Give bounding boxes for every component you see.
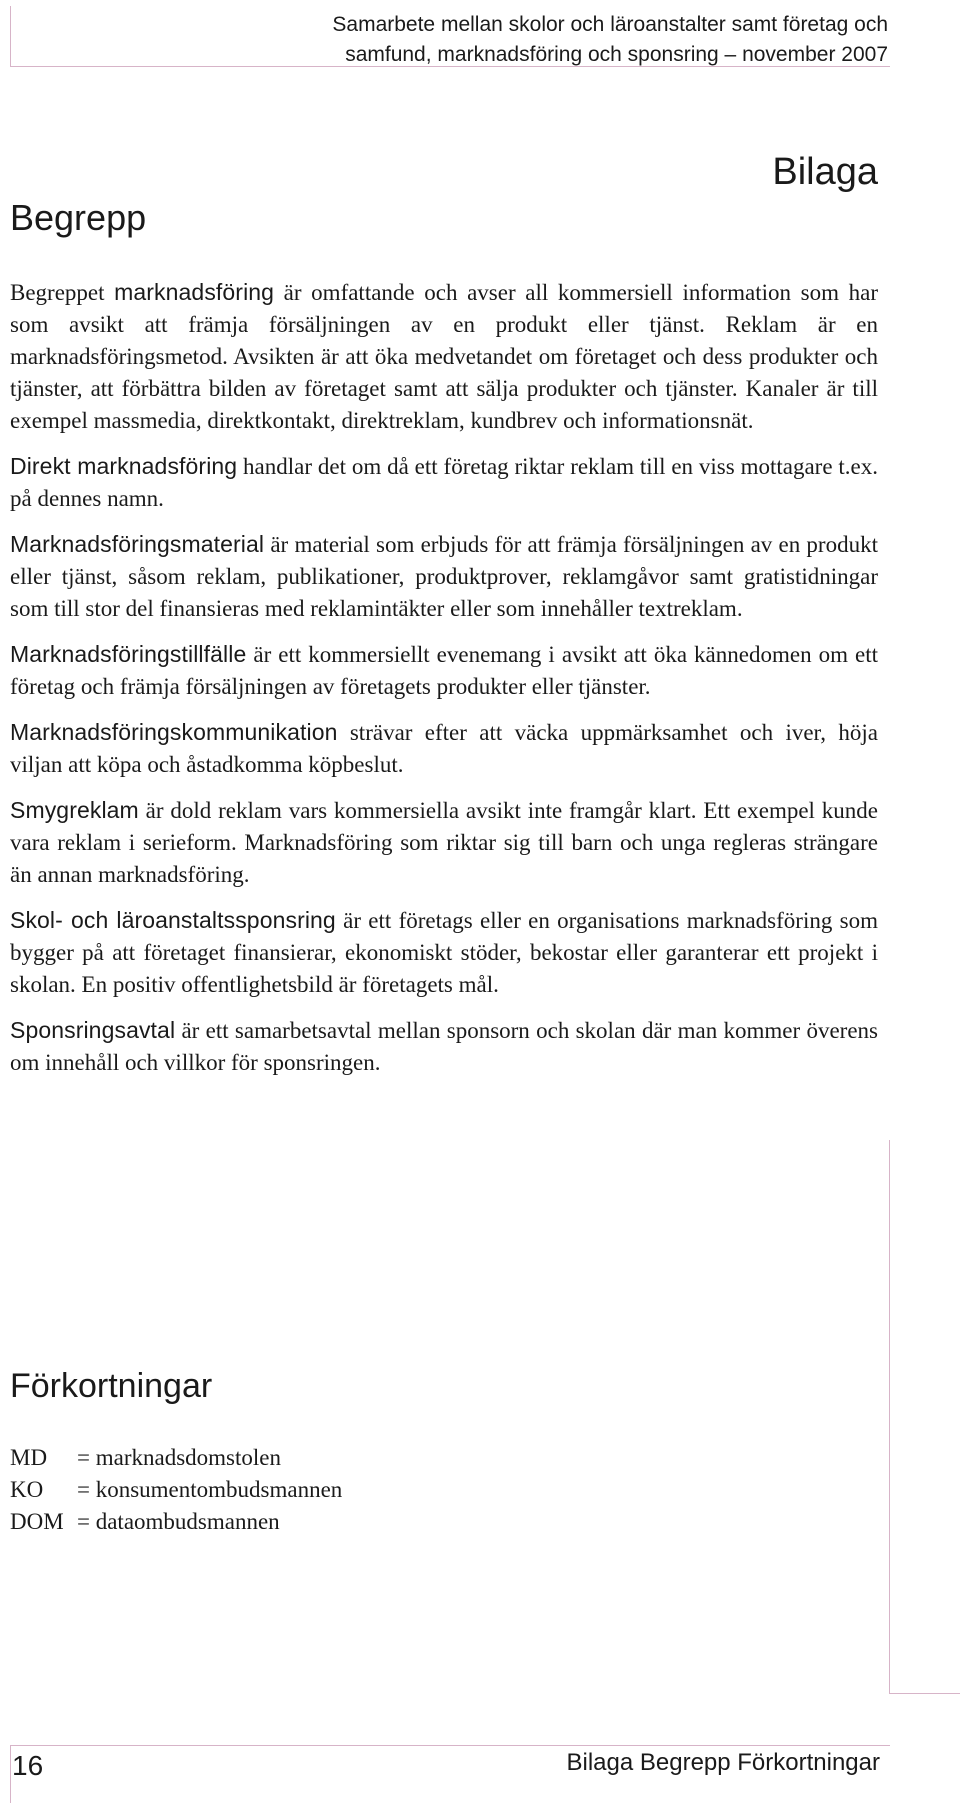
definition-term: Skol- och läroanstaltssponsring	[10, 907, 336, 933]
abbreviations-heading: Förkortningar	[10, 1367, 213, 1405]
definition-term: Marknadsföringstillfälle	[10, 641, 247, 667]
definition-term: Direkt marknadsföring	[10, 453, 238, 479]
definition-text: är ett kommersiellt evenemang i avsikt att öka kännedomen om ett företag och främja försäljningen av företagets produkter eller tjänster.	[10, 642, 878, 699]
definitions	[10, 276, 878, 1092]
abbreviation-key: MD	[10, 1445, 48, 1470]
side-rule-vertical	[889, 1140, 890, 1693]
definition-paragraph	[10, 638, 878, 703]
page-number: 16	[12, 1750, 44, 1781]
running-header	[188, 10, 888, 70]
definition-paragraph	[10, 528, 878, 625]
definition-text: är ett samarbetsavtal mellan sponsorn och skolan där man kommer överens om innehåll och villkor för sponsringen.	[10, 1018, 878, 1075]
definition-term: Marknadsföringsmaterial	[10, 531, 265, 557]
section-label: Bilaga	[772, 151, 878, 193]
abbreviation-row	[10, 1474, 342, 1506]
abbreviation-row	[10, 1442, 342, 1474]
definition-text: är omfattande och avser all kommersiell information som har som avsikt att främja försäljningen av en produkt eller tjänst. Reklam är en marknadsföringsmetod. Avsikten är att öka medvetandet om företaget och dess produkter och tjänster, att förbättra bilden av företaget samt att sälja produkter och tjänster. Kanaler är till exempel massmedia, direktkontakt, direktreklam, kundbrev och informationsnät.	[10, 280, 878, 433]
running-header-line-1: Samarbete mellan skolor och läroanstalter samt företag och	[332, 13, 888, 36]
definition-paragraph	[10, 794, 878, 891]
footer-rule-vertical	[10, 1745, 11, 1803]
header-rule-vertical	[10, 6, 11, 66]
definition-text: är dold reklam vars kommersiella avsikt inte framgår klart. Ett exempel kunde vara reklam i serieform. Marknadsföring som riktar sig till barn och unga regleras strängare än annan marknadsföring.	[10, 798, 878, 887]
definition-term: marknadsföring	[114, 279, 275, 305]
running-header-line-2: samfund, marknadsföring och sponsring – november 2007	[345, 43, 888, 66]
definition-text: är ett företags eller en organisations marknadsföring som bygger på att företaget finansierar, ekonomiskt stöder, bekostar eller garanterar ett projekt i skolan. En positiv offentlighetsbild är företagets mål.	[10, 908, 878, 997]
definition-paragraph	[10, 904, 878, 1001]
abbreviation-list	[10, 1442, 342, 1538]
definition-term: Sponsringsavtal	[10, 1017, 176, 1043]
definition-lead-in: Begreppet	[10, 280, 115, 305]
definition-paragraph	[10, 716, 878, 781]
definition-text: är material som erbjuds för att främja försäljningen av en produkt eller tjänst, såsom reklam, publikationer, produktprover, reklamgåvor samt gratistidningar som till stor del finansieras med reklamintäkter eller som innehåller textreklam.	[10, 532, 878, 621]
abbreviation-key: KO	[10, 1477, 44, 1502]
definition-term: Smygreklam	[10, 797, 139, 823]
definition-paragraph	[10, 276, 878, 437]
definition-text: strävar efter att väcka uppmärksamhet och iver, höja viljan att köpa och åstadkomma köpbeslut.	[10, 720, 878, 777]
definition-text: handlar det om då ett företag riktar reklam till en viss mottagare t.ex. på dennes namn.	[10, 454, 878, 511]
abbreviation-definition: = dataombudsmannen	[77, 1509, 280, 1534]
footer-title: Bilaga Begrepp Förkortningar	[566, 1749, 880, 1776]
abbreviation-key: DOM	[10, 1509, 64, 1534]
abbreviation-definition: = marknadsdomstolen	[77, 1445, 281, 1470]
definition-paragraph	[10, 450, 878, 515]
side-rule-horizontal	[889, 1693, 960, 1694]
definition-term: Marknadsföringskommunikation	[10, 719, 338, 745]
abbreviation-definition: = konsumentombudsmannen	[77, 1477, 343, 1502]
abbreviation-row	[10, 1506, 342, 1538]
begrepp-heading: Begrepp	[10, 197, 147, 238]
definition-paragraph	[10, 1014, 878, 1079]
